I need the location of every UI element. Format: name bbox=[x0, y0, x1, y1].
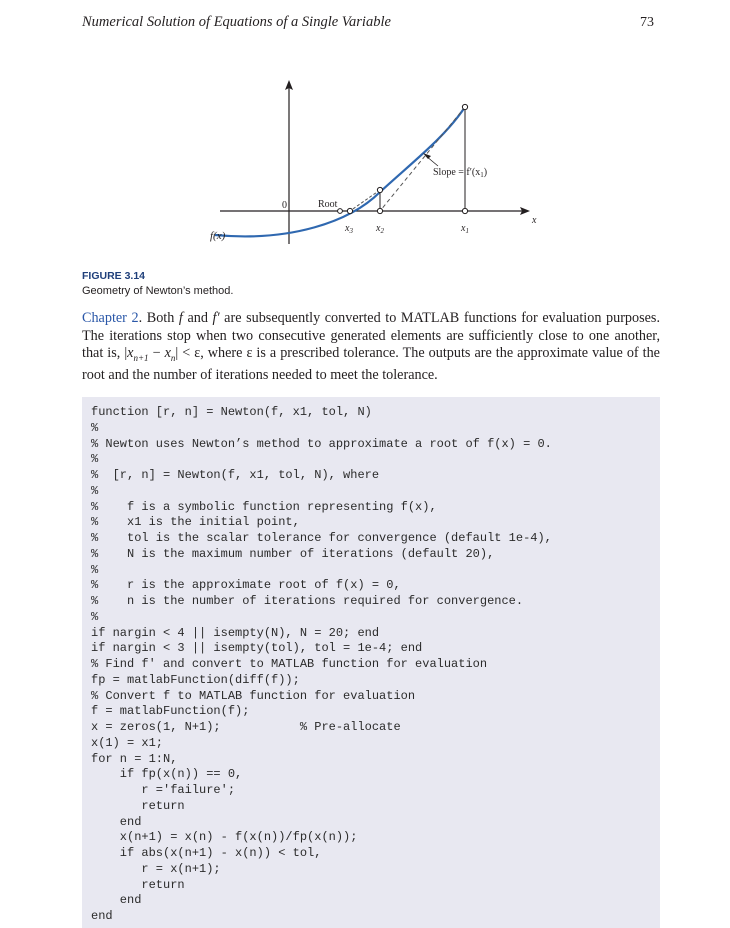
point-fx1 bbox=[462, 104, 467, 109]
figure-label: FIGURE 3.14 bbox=[82, 270, 146, 282]
label-x1: $x_1$ bbox=[461, 223, 469, 235]
newton-method-figure bbox=[200, 72, 550, 247]
point-x2 bbox=[377, 208, 382, 213]
label-x-axis: x bbox=[532, 215, 537, 226]
label-slope: Slope = $f'(x_1)$ bbox=[433, 167, 488, 179]
point-root bbox=[338, 209, 343, 214]
code-listing: function [r, n] = Newton(f, x1, tol, N) % % Newton uses Newton’s method to approximate a root of f(x) = 0. % % [r, n] = Newton(f, x1, tol, N), where % % f is a symbolic function representing f(x), % x1 is the initial point, % tol is the scalar tolerance for convergence (default 1e-4), % N is the maximum number of iterations (default 20), % % r is the approximate root of f(x) = 0, % n is the number of iterations required for convergence. % if nargin < 4 || isempty(N), N = 20; end if nargin < 3 || isempty(tol), tol = 1e-4; end % Find f' and convert to MATLAB function for evaluation fp = matlabFunction(diff(f)); % Convert f to MATLAB function for evaluation f = matlabFunction(f); x = zeros(1, N+1); % Pre-allocate x(1) = x1; for n = 1:N, if fp(x(n)) == 0, r ='failure'; return end x(n+1) = x(n) - f(x(n))/fp(x(n)); if abs(x(n+1) - x(n)) < tol, r = x(n+1); return end end bbox=[91, 405, 552, 923]
body-paragraph: Chapter 2. Both f and f′ are subsequently converted to MATLAB functions for evaluation purposes. The iterations stop when two consecutive generated elements are sufficiently close to one another, that is, $|x_{n+1} - x_n| < \varepsilon$, where ε is a prescribed tolerance. The outputs are the approximate value of the root and the number of iterations needed to meet the tolerance. bbox=[82, 310, 660, 384]
code-listing-panel bbox=[82, 397, 660, 928]
figure-caption: Geometry of Newton’s method. bbox=[82, 285, 234, 297]
point-fx2 bbox=[377, 187, 382, 192]
running-title: Numerical Solution of Equations of a Single Variable bbox=[82, 14, 391, 30]
label-x2: $x_2$ bbox=[376, 223, 384, 235]
label-origin: 0 bbox=[282, 200, 287, 211]
label-fx: f(x) bbox=[210, 230, 226, 242]
tangent-line-x1 bbox=[380, 107, 465, 211]
label-root: Root bbox=[318, 199, 338, 210]
label-x3: $x_3$ bbox=[345, 223, 353, 235]
point-x1 bbox=[462, 208, 467, 213]
point-x3 bbox=[347, 208, 352, 213]
tangent-line-x2 bbox=[350, 190, 380, 211]
slope-arrow-icon bbox=[423, 153, 431, 159]
page-number: 73 bbox=[640, 15, 654, 30]
chapter-link[interactable]: Chapter 2 bbox=[82, 310, 139, 326]
function-curve bbox=[215, 107, 465, 236]
